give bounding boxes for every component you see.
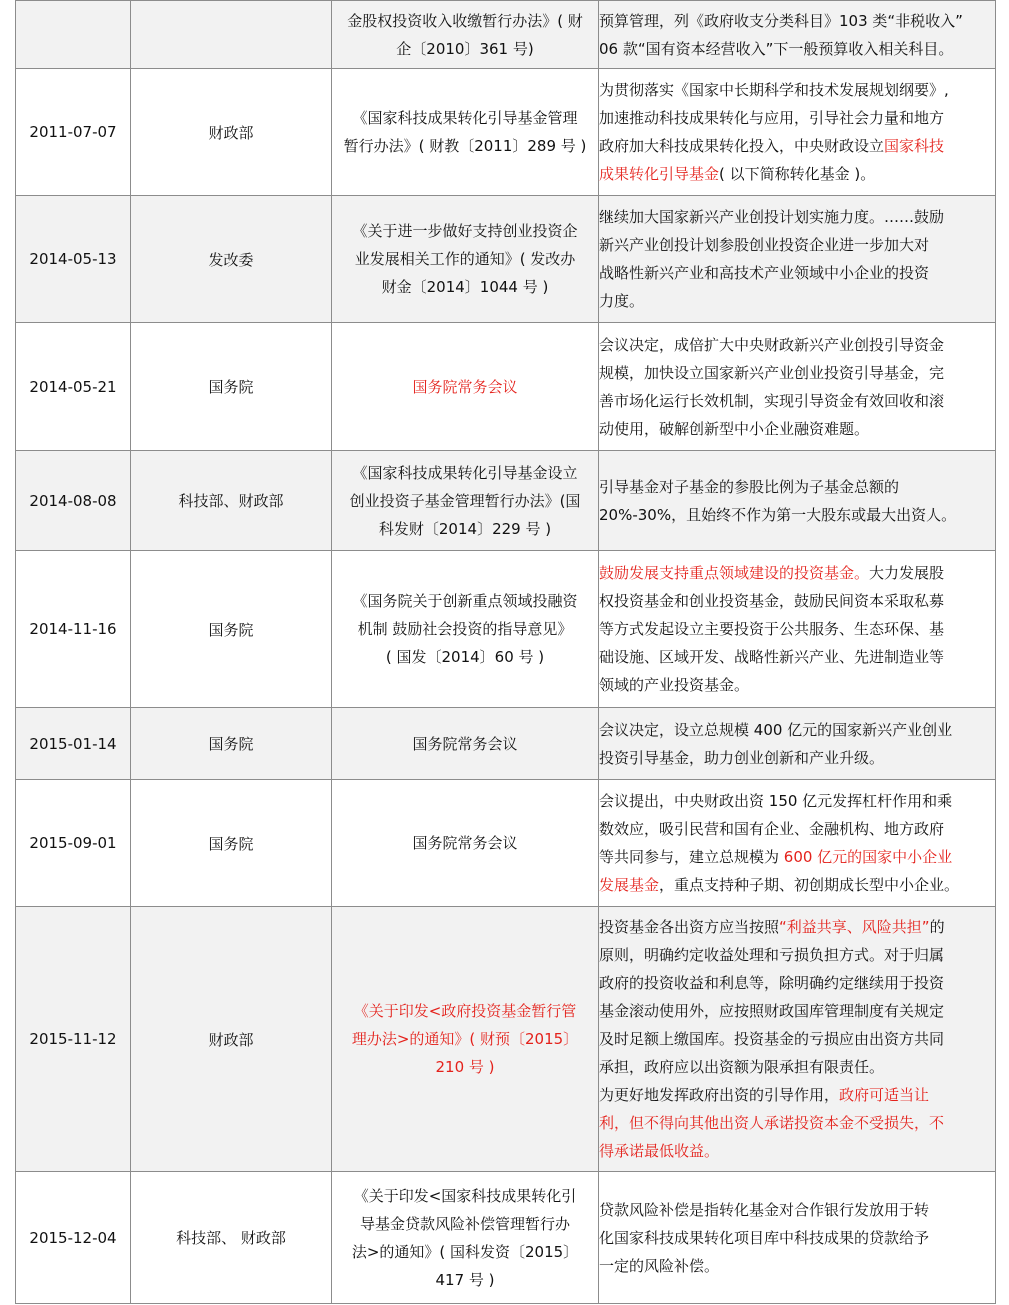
date-cell bbox=[16, 1, 131, 69]
description-cell bbox=[599, 780, 996, 907]
highlighted-text: 鼓励发展支持重点领域建设的投资基金。 bbox=[599, 564, 870, 582]
description-line bbox=[599, 501, 995, 529]
document-line: 财金〔2014〕1044 号 ) bbox=[381, 278, 549, 296]
description-line bbox=[599, 643, 995, 671]
description-line bbox=[599, 331, 995, 359]
text-segment: 加速推动科技成果转化与应用，引导社会力量和地方 bbox=[599, 109, 945, 127]
description-line bbox=[599, 1137, 995, 1165]
text-segment: 贷款风险补偿是指转化基金对合作银行发放用于转 bbox=[599, 1200, 930, 1219]
highlighted-text: 国家科技 bbox=[884, 137, 945, 155]
document-line: 金股权投资收入收缴暂行办法》( 财 bbox=[347, 11, 583, 30]
description-line bbox=[599, 941, 995, 969]
description-line bbox=[599, 843, 995, 871]
date-cell: 2015-11-12 bbox=[16, 907, 131, 1172]
table-row bbox=[16, 551, 996, 708]
description-line bbox=[599, 160, 995, 188]
document-line: 国务院常务会议 bbox=[412, 734, 518, 753]
highlighted-text: 成果转化引导基金 bbox=[599, 165, 720, 183]
text-segment: 善市场化运行长效机制，实现引导资金有效回收和滚 bbox=[599, 391, 945, 410]
department-cell: 国务院 bbox=[131, 708, 332, 780]
description-line bbox=[599, 473, 995, 501]
date-cell: 2014-05-21 bbox=[16, 323, 131, 451]
description-line bbox=[599, 559, 995, 587]
description-line bbox=[599, 716, 995, 744]
description-line bbox=[599, 1224, 995, 1252]
text-segment: 规模，加快设立国家新兴产业创业投资引导基金，完 bbox=[599, 363, 945, 382]
description-line bbox=[599, 787, 995, 815]
document-cell bbox=[332, 907, 599, 1172]
description-line bbox=[599, 35, 995, 63]
description-line bbox=[599, 615, 995, 643]
document-line: 国务院常务会议 bbox=[412, 377, 518, 396]
text-segment: 政府加大科技成果转化投入，中央财政设立 bbox=[599, 137, 885, 155]
date-cell: 2015-09-01 bbox=[16, 780, 131, 907]
description-line bbox=[599, 969, 995, 997]
text-segment: 数效应，吸引民营和国有企业、金融机构、地方政府 bbox=[599, 820, 945, 838]
table-row bbox=[16, 780, 996, 907]
highlighted-text: “利益共享、风险共担” bbox=[779, 918, 930, 936]
description-line bbox=[599, 1053, 995, 1081]
text-segment: 为更好地发挥政府出资的引导作用， bbox=[599, 1086, 840, 1104]
description-cell bbox=[599, 551, 996, 708]
document-line: 法>的通知》( 国科发资〔2015〕 bbox=[351, 1242, 579, 1261]
text-segment: 础设施、区域开发、战略性新兴产业、先进制造业等 bbox=[599, 648, 945, 666]
description-cell bbox=[599, 196, 996, 323]
policy-table-body bbox=[16, 1, 996, 1304]
text-segment: 动使用，破解创新型中小企业融资难题。 bbox=[599, 419, 870, 438]
text-segment: 继续加大国家新兴产业创投计划实施力度。……鼓励 bbox=[599, 208, 945, 226]
policy-table bbox=[15, 0, 996, 1304]
table-row bbox=[16, 1172, 996, 1304]
description-line bbox=[599, 913, 995, 941]
table-row bbox=[16, 451, 996, 551]
department-cell: 财政部 bbox=[131, 907, 332, 1172]
highlighted-text: 政府可适当让 bbox=[839, 1086, 930, 1104]
table-row bbox=[16, 907, 996, 1172]
description-line bbox=[599, 1252, 995, 1280]
text-segment: 新兴产业创投计划参股创业投资企业进一步加大对 bbox=[599, 236, 930, 254]
text-segment: 06 款“国有资本经营收入”下一般预算收入相关科目。 bbox=[599, 39, 954, 58]
document-line: 企〔2010〕361 号) bbox=[396, 39, 534, 58]
text-segment: 权投资基金和创业投资基金，鼓励民间资本采取私募 bbox=[599, 592, 945, 610]
description-line bbox=[599, 387, 995, 415]
date-cell: 2014-08-08 bbox=[16, 451, 131, 551]
description-line bbox=[599, 203, 995, 231]
text-segment: 会议提出，中央财政出资 150 亿元发挥杠杆作用和乘 bbox=[599, 792, 953, 810]
text-segment: 的 bbox=[929, 918, 945, 936]
description-line bbox=[599, 1025, 995, 1053]
department-cell: 国务院 bbox=[131, 780, 332, 907]
table-row bbox=[16, 1, 996, 69]
description-line bbox=[599, 104, 995, 132]
text-segment: ( 以下简称转化基金 )。 bbox=[719, 165, 876, 183]
document-line: 科发财〔2014〕229 号 ) bbox=[378, 519, 552, 538]
description-line bbox=[599, 671, 995, 699]
text-segment: 一定的风险补偿。 bbox=[599, 1256, 720, 1275]
document-line: 210 号 ) bbox=[435, 1058, 495, 1076]
description-line bbox=[599, 415, 995, 443]
document-line: 《国家科技成果转化引导基金管理 bbox=[352, 109, 578, 127]
description-line bbox=[599, 132, 995, 160]
department-cell: 财政部 bbox=[131, 69, 332, 196]
document-line: 创业投资子基金管理暂行办法》(国 bbox=[349, 491, 581, 510]
document-line: 业发展相关工作的通知》( 发改办 bbox=[354, 250, 576, 268]
document-line: 暂行办法》( 财教〔2011〕289 号 ) bbox=[343, 137, 587, 155]
description-line bbox=[599, 815, 995, 843]
description-line bbox=[599, 287, 995, 315]
document-cell bbox=[332, 780, 599, 907]
text-segment: 等方式发起设立主要投资于公共服务、生态环保、基 bbox=[599, 620, 945, 638]
description-line bbox=[599, 1109, 995, 1137]
document-cell bbox=[332, 196, 599, 323]
description-line bbox=[599, 997, 995, 1025]
text-segment: 会议决定，成倍扩大中央财政新兴产业创投引导资金 bbox=[599, 335, 945, 354]
description-cell bbox=[599, 69, 996, 196]
text-segment: 基金滚动使用外，应按照财政国库管理制度有关规定 bbox=[599, 1002, 945, 1020]
document-cell bbox=[332, 1172, 599, 1304]
description-line bbox=[599, 7, 995, 35]
description-line bbox=[599, 259, 995, 287]
document-cell bbox=[332, 708, 599, 780]
department-cell: 科技部、财政部 bbox=[131, 451, 332, 551]
department-cell: 国务院 bbox=[131, 323, 332, 451]
document-line: 导基金贷款风险补偿管理暂行办 bbox=[359, 1214, 570, 1233]
document-line: 《国务院关于创新重点领域投融资 bbox=[352, 592, 578, 610]
document-line: 国务院常务会议 bbox=[412, 834, 518, 852]
document-line: ( 国发〔2014〕60 号 ) bbox=[385, 648, 545, 666]
text-segment: 预算管理，列《政府收支分类科目》103 类“非税收入” bbox=[599, 11, 963, 30]
date-cell: 2015-12-04 bbox=[16, 1172, 131, 1304]
description-cell bbox=[599, 708, 996, 780]
text-segment: 政府的投资收益和利息等，除明确约定继续用于投资 bbox=[599, 974, 945, 992]
description-line bbox=[599, 231, 995, 259]
description-line bbox=[599, 1196, 995, 1224]
description-cell bbox=[599, 323, 996, 451]
description-cell bbox=[599, 451, 996, 551]
text-segment: 为贯彻落实《国家中长期科学和技术发展规划纲要》, bbox=[599, 81, 949, 99]
text-segment: 及时足额上缴国库。投资基金的亏损应由出资方共同 bbox=[599, 1030, 945, 1048]
description-line bbox=[599, 1081, 995, 1109]
description-cell bbox=[599, 907, 996, 1172]
text-segment: 领域的产业投资基金。 bbox=[599, 676, 750, 694]
date-cell: 2011-07-07 bbox=[16, 69, 131, 196]
text-segment: 力度。 bbox=[599, 292, 645, 310]
document-cell bbox=[332, 69, 599, 196]
document-cell bbox=[332, 551, 599, 708]
document-cell bbox=[332, 1, 599, 69]
description-line bbox=[599, 871, 995, 899]
table-row bbox=[16, 69, 996, 196]
highlighted-text: 利，但不得向其他出资人承诺投资本金不受损失，不 bbox=[599, 1114, 945, 1132]
document-line: 《关于进一步做好支持创业投资企 bbox=[352, 222, 578, 240]
department-cell: 科技部、 财政部 bbox=[131, 1172, 332, 1304]
text-segment: 化国家科技成果转化项目库中科技成果的贷款给予 bbox=[599, 1228, 930, 1247]
document-line: 《国家科技成果转化引导基金设立 bbox=[352, 463, 578, 482]
text-segment: 原则，明确约定收益处理和亏损负担方式。对于归属 bbox=[599, 946, 945, 964]
text-segment: 大力发展股 bbox=[869, 564, 945, 582]
text-segment: 战略性新兴产业和高技术产业领域中小企业的投资 bbox=[599, 264, 930, 282]
description-line bbox=[599, 76, 995, 104]
text-segment: 20%-30%，且始终不作为第一大股东或最大出资人。 bbox=[599, 505, 957, 524]
document-line: 机制 鼓励社会投资的指导意见》 bbox=[357, 620, 573, 638]
date-cell: 2014-05-13 bbox=[16, 196, 131, 323]
date-cell: 2014-11-16 bbox=[16, 551, 131, 708]
document-line: 《关于印发<政府投资基金暂行管 bbox=[353, 1002, 577, 1020]
document-line: 417 号 ) bbox=[435, 1270, 495, 1289]
document-cell bbox=[332, 323, 599, 451]
highlighted-text: 600 亿元的国家中小企业 bbox=[783, 848, 953, 866]
department-cell bbox=[131, 1, 332, 69]
highlighted-text: 发展基金 bbox=[599, 876, 660, 894]
table-row bbox=[16, 196, 996, 323]
text-segment: 投资引导基金，助力创业创新和产业升级。 bbox=[599, 748, 885, 767]
text-segment: 引导基金对子基金的参股比例为子基金总额的 bbox=[599, 477, 900, 496]
text-segment: 承担，政府应以出资额为限承担有限责任。 bbox=[599, 1058, 885, 1076]
description-cell bbox=[599, 1, 996, 69]
text-segment: 等共同参与，建立总规模为 bbox=[599, 848, 784, 866]
description-line bbox=[599, 587, 995, 615]
text-segment: ，重点支持种子期、初创期成长型中小企业。 bbox=[659, 876, 960, 894]
text-segment: 投资基金各出资方应当按照 bbox=[599, 918, 780, 936]
table-row bbox=[16, 708, 996, 780]
date-cell: 2015-01-14 bbox=[16, 708, 131, 780]
department-cell: 国务院 bbox=[131, 551, 332, 708]
description-line bbox=[599, 744, 995, 772]
department-cell: 发改委 bbox=[131, 196, 332, 323]
text-segment: 会议决定，设立总规模 400 亿元的国家新兴产业创业 bbox=[599, 720, 953, 739]
document-line: 《关于印发<国家科技成果转化引 bbox=[353, 1186, 577, 1205]
document-line: 理办法>的通知》( 财预〔2015〕 bbox=[351, 1030, 579, 1048]
table-row bbox=[16, 323, 996, 451]
description-line bbox=[599, 359, 995, 387]
description-cell bbox=[599, 1172, 996, 1304]
highlighted-text: 得承诺最低收益。 bbox=[599, 1142, 720, 1160]
document-cell bbox=[332, 451, 599, 551]
